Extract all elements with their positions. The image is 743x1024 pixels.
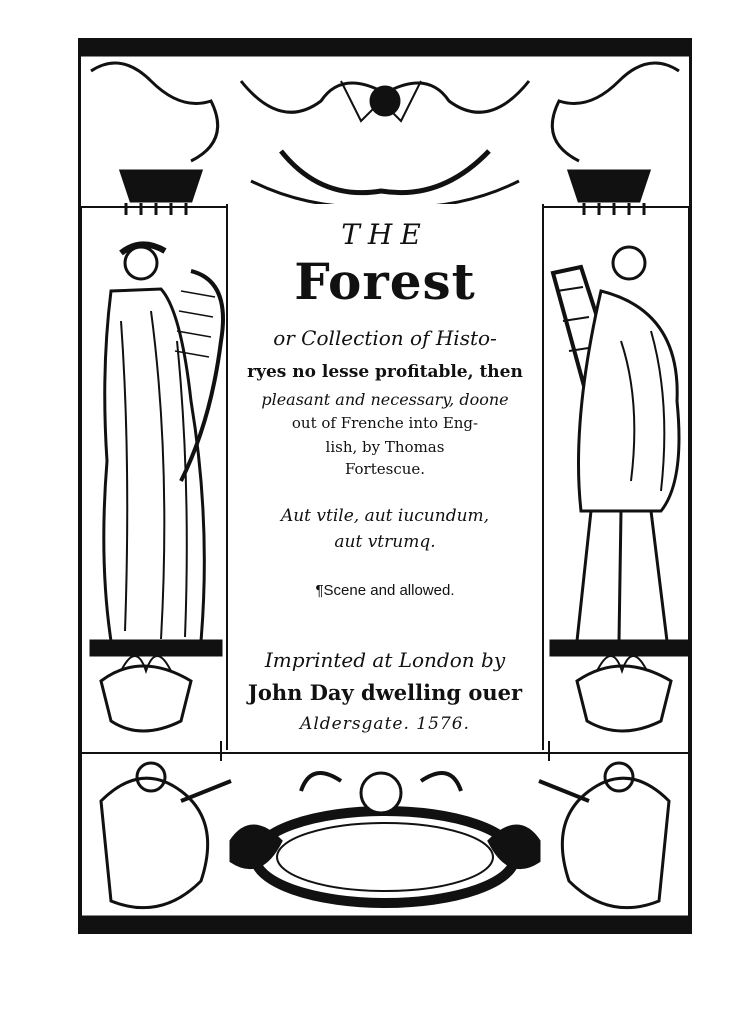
license-note: ¶Scene and allowed. bbox=[315, 582, 455, 599]
imprint-line-1: Imprinted at London by bbox=[264, 648, 506, 672]
subtitle-line-5: lish, by Thomas bbox=[325, 438, 445, 456]
subtitle-line-4: out of Frenche into Eng- bbox=[291, 414, 479, 432]
subtitle-line-3: pleasant and necessary, doone bbox=[261, 390, 509, 409]
subtitle-line-1: or Collection of Histo- bbox=[273, 326, 497, 350]
imprint-line-3: Aldersgate. 1576. bbox=[300, 714, 470, 734]
book-title: Forest bbox=[294, 252, 476, 311]
subtitle-line-2: ryes no lesse profitable, then bbox=[247, 362, 523, 382]
moses-figure bbox=[551, 247, 687, 731]
imprint-line-2: John Day dwelling ouer bbox=[247, 680, 523, 705]
title-panel bbox=[226, 204, 544, 750]
top-frieze-ornament bbox=[81, 41, 689, 215]
harpist-figure bbox=[91, 244, 223, 731]
motto-line-2: aut vtrumq. bbox=[334, 532, 436, 552]
heading-the: THE bbox=[341, 218, 429, 251]
subtitle-line-6: Fortescue. bbox=[344, 460, 426, 478]
bottom-frieze-ornament bbox=[81, 753, 689, 931]
motto-line-1: Aut vtile, aut iucundum, bbox=[280, 506, 490, 526]
